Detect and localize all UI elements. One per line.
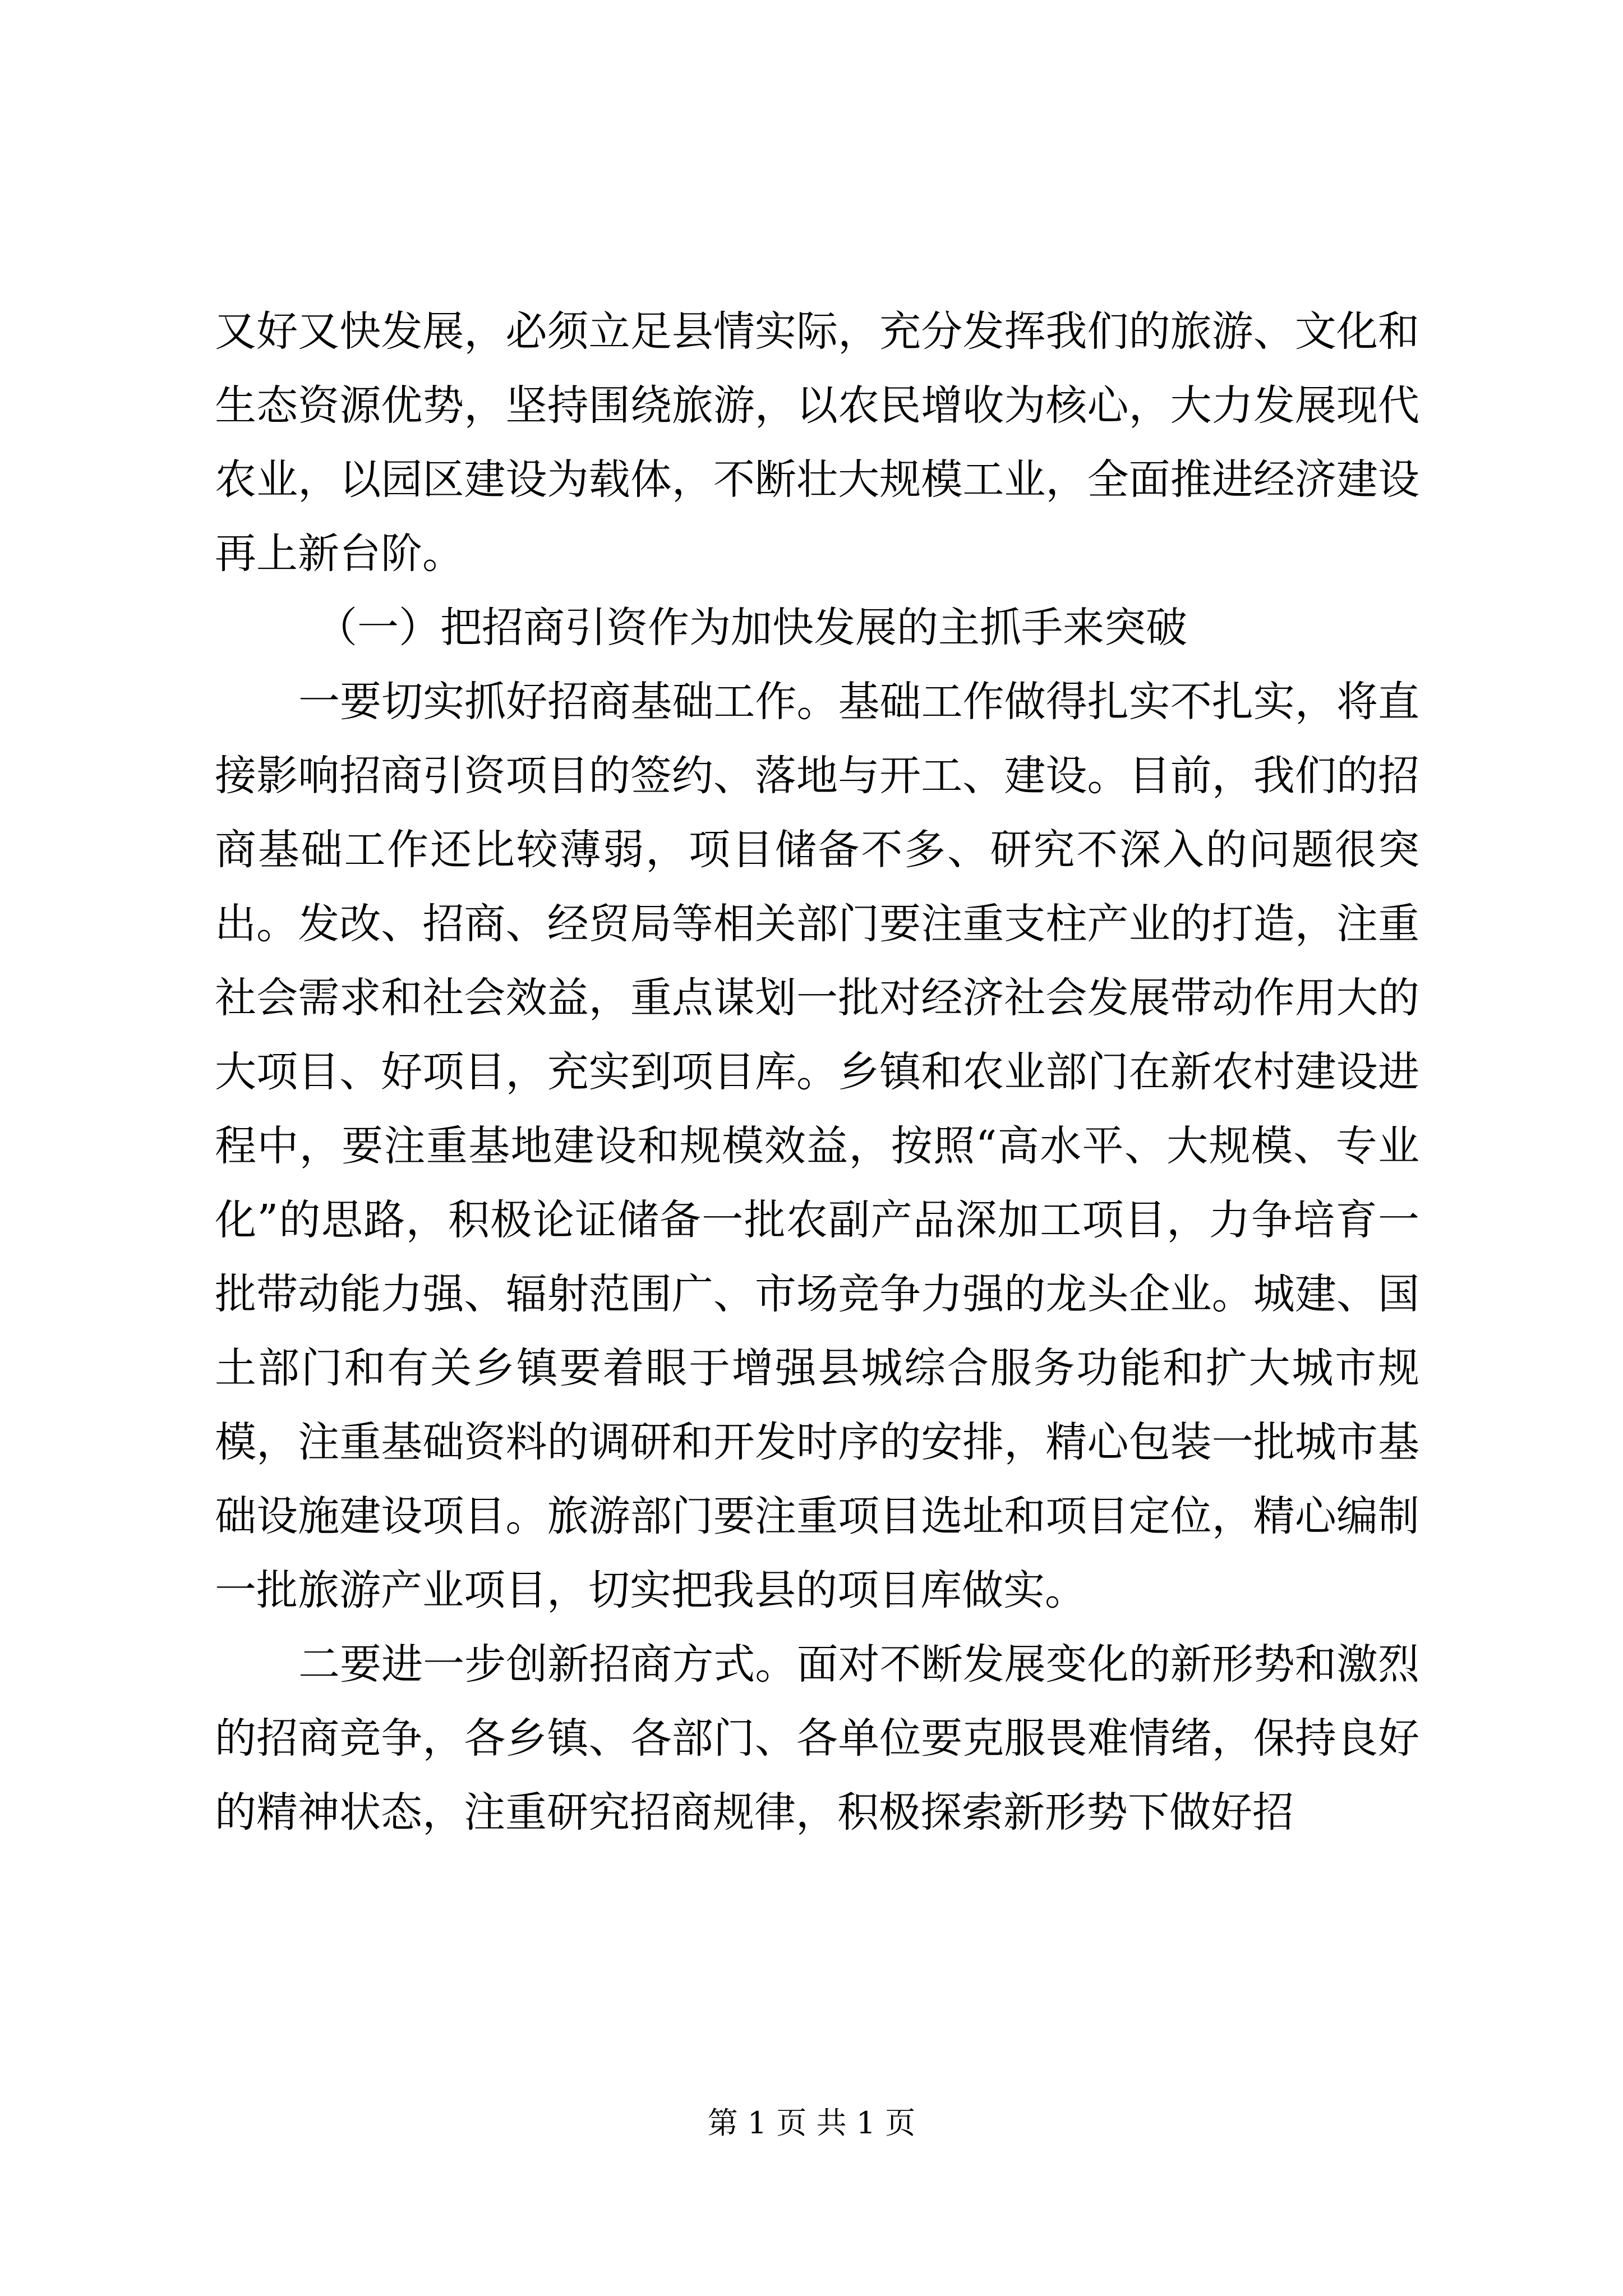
section-heading: （一）把招商引资作为加快发展的主抓手来突破 (316, 604, 1187, 652)
document-body (215, 295, 1419, 1849)
paragraph-investment-basics: 一要切实抓好招商基础工作。基础工作做得扎实不扎实，将直接影响招商引资项目的签约、落地与开工、建设。目前，我们的招商基础工作还比较薄弱，项目储备不多、研究不深入的问题很突出。发改、招商、经贸局等相关部门要注重支柱产业的打造，注重社会需求和社会效益，重点谋划一批对经济社会发展带动作用大的大项目、好项目，充实到项目库。乡镇和农业部门在新农村建设进程中，要注重基地建设和规模效益，按照“高水平、大规模、专业化”的思路，积极论证储备一批农副产品深加工项目，力争培育一批带动能力强、辐射范围广、市场竞争力强的龙头企业。城建、国土部门和有关乡镇要着眼于增强县城综合服务功能和扩大城市规模，注重基础资料的调研和开发时序的安排，精心包装一批城市基础设施建设项目。旅游部门要注重项目选址和项目定位，精心编制一批旅游产业项目，切实把我县的项目库做实。 (215, 678, 1419, 1614)
paragraph-investment-methods: 二要进一步创新招商方式。面对不断发展变化的新形势和激烈的招商竞争，各乡镇、各部门、各单位要克服畏难情绪，保持良好的精神状态，注重研究招商规律，积极探索新形势下做好招 (215, 1640, 1419, 1837)
page-number-footer: 第 1 页 共 1 页 (707, 2105, 916, 2141)
paragraph-continuation: 又好又快发展，必须立足县情实际，充分发挥我们的旅游、文化和生态资源优势，坚持围绕旅游，以农民增收为核心，大力发展现代农业，以园区建设为载体，不断壮大规模工业，全面推进经济建设再上新台阶。 (215, 307, 1419, 578)
